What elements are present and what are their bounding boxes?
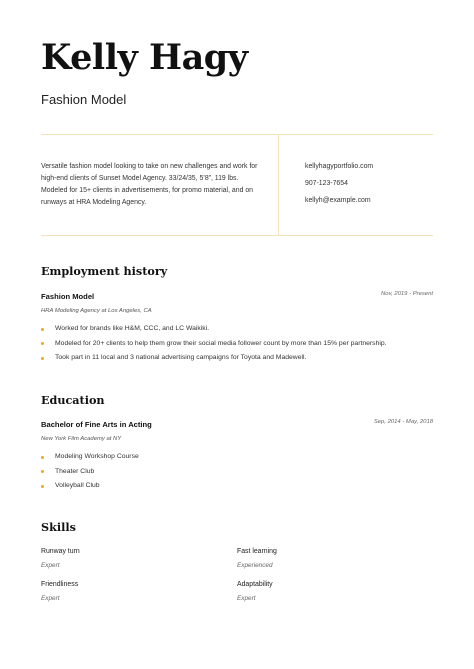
bullet-icon [41, 342, 44, 345]
profile-summary: Versatile fashion model looking to take on new challenges and work for high-end clients of Sunset Model Agency. 33/24/35, 5’8”, 119 lbs. Modeled for 15+ clients in advertisements, for promo material, and on runways at HRA Modeling Agency. [41, 163, 258, 206]
list-item: Volleyball Club [41, 479, 139, 494]
list-item: Theater Club [41, 465, 139, 480]
website-link[interactable]: kellyhagyportfolio.com [305, 163, 374, 170]
list-item: Worked for brands like H&M, CCC, and LC Waikiki. [41, 322, 387, 337]
list-item: Took part in 11 local and 3 national advertising campaigns for Toyota and Madewell. [41, 351, 387, 366]
list-item: Modeled for 20+ clients to help them grow their social media follower count by more than 15% per partnership. [41, 337, 387, 352]
skill-name: Fast learning [237, 548, 277, 555]
skill-level: Expert [237, 595, 256, 602]
skill-level: Experienced [237, 562, 273, 569]
education-section-title: Education [41, 393, 105, 407]
job-title: Fashion Model [41, 292, 95, 301]
education-bullets [41, 450, 139, 494]
job-bullets [41, 322, 387, 366]
degree-dates: Sep, 2014 - May, 2018 [373, 419, 433, 425]
bullet-icon [41, 357, 44, 360]
skill-name: Friendliness [41, 581, 79, 588]
job-dates: Nov, 2019 - Present [381, 291, 433, 297]
email-link[interactable]: kellyh@example.com [305, 197, 371, 204]
bullet-icon [41, 456, 44, 459]
employment-section-title: Employment history [41, 264, 168, 278]
skill-name: Adaptability [237, 581, 273, 588]
bullet-icon [41, 470, 44, 473]
list-item: Modeling Workshop Course [41, 450, 139, 465]
skill-name: Runway turn [41, 548, 80, 555]
school-name: New York Film Academy at NY [41, 436, 122, 442]
candidate-name: Kelly Hagy [41, 37, 248, 78]
bullet-icon [41, 485, 44, 488]
box-vertical-divider [278, 134, 279, 236]
skill-level: Expert [41, 562, 60, 569]
skill-level: Expert [41, 595, 60, 602]
box-bottom-divider [41, 235, 433, 236]
bullet-icon [41, 328, 44, 331]
phone-number: 907-123-7654 [305, 180, 348, 187]
skills-section-title: Skills [41, 520, 76, 534]
job-role: Fashion Model [41, 92, 127, 107]
degree-title: Bachelor of Fine Arts in Acting [41, 420, 152, 429]
job-company: HRA Modeling Agency at Los Angeles, CA [41, 308, 152, 314]
box-top-divider [41, 134, 433, 135]
